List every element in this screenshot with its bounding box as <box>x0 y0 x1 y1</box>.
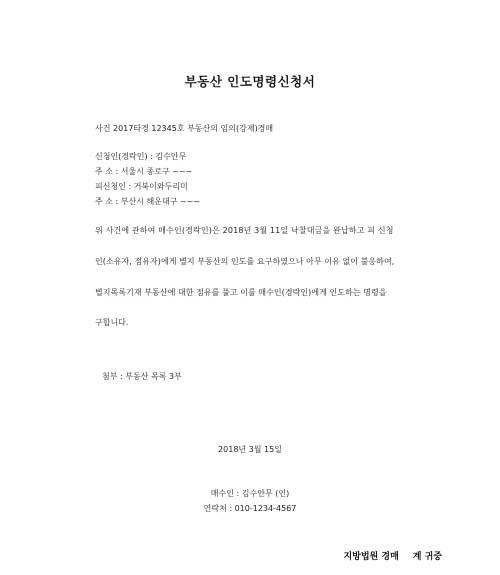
attachment-line: 첨부 : 부동산 목록 3부 <box>102 372 182 381</box>
signer-line: 매수인 : 김수안무 (인) <box>210 489 290 498</box>
document-title: 부동산 인도명령신청서 <box>184 74 316 89</box>
body-line: 인(소유자, 점유자)에게 별지 부동산의 인도를 요구하였으나 아무 이유 없이 불응하여, <box>95 257 395 266</box>
case-line: 사건 2017타경 12345호 부동산의 임의(강제)경매 <box>95 124 274 133</box>
applicant-address-line: 주 소 : 서울시 종로구 ~~~ <box>95 167 193 176</box>
court-suffix: 계 귀중 <box>412 552 442 562</box>
court-name: 지방법원 경매 <box>343 552 399 562</box>
court-addressee <box>343 549 442 562</box>
respondent-line: 피신청인 : 거북이와두리미 <box>95 182 188 191</box>
respondent-address-line: 주 소 : 부산시 해운대구 ~~~ <box>95 197 201 206</box>
body-line: 위 사건에 관하여 매수인(경락인)은 2018년 3월 11일 낙찰대금을 완납하고 피 신청 <box>95 226 394 235</box>
contact-line: 연락처 : 010-1234-4567 <box>203 504 297 513</box>
body-line: 구합니다. <box>95 318 129 327</box>
body-line: 별지목록기재 부동산에 대한 점유를 풀고 이를 매수인(경락인)에게 인도하는 명령을 <box>95 288 387 297</box>
applicant-line: 신청인(경락인) : 김수안무 <box>95 152 187 161</box>
date-line: 2018년 3월 15일 <box>218 445 282 454</box>
